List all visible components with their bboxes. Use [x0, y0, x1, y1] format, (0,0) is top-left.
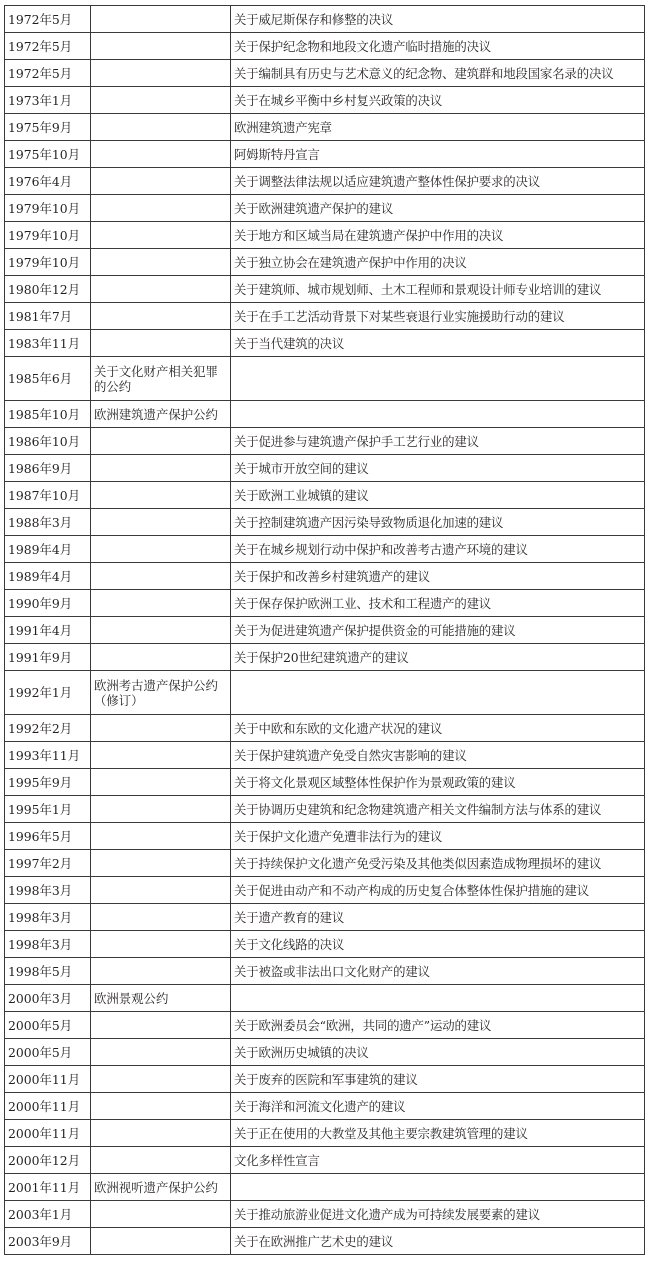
table-row [5, 1147, 645, 1174]
table-row [5, 850, 645, 877]
resolution-cell: 关于促进由动产和不动产构成的历史复合体整体性保护措施的建议 [231, 877, 645, 904]
date-cell: 1989年4月 [5, 563, 91, 590]
date-cell: 1997年2月 [5, 850, 91, 877]
convention-cell [91, 141, 231, 168]
table-row [5, 1093, 645, 1120]
convention-cell [91, 482, 231, 509]
resolution-cell: 关于推动旅游业促进文化遗产成为可持续发展要素的建议 [231, 1201, 645, 1228]
convention-cell [91, 796, 231, 823]
date-cell: 1998年3月 [5, 931, 91, 958]
convention-cell [91, 769, 231, 796]
date-cell: 1998年3月 [5, 904, 91, 931]
convention-cell [91, 877, 231, 904]
table-row [5, 823, 645, 850]
resolution-cell: 关于保存保护欧洲工业、技术和工程遗产的建议 [231, 590, 645, 617]
convention-cell [91, 114, 231, 141]
convention-cell: 欧洲景观公约 [91, 985, 231, 1012]
table-row [5, 1039, 645, 1066]
resolution-cell: 关于在城乡平衡中乡村复兴政策的决议 [231, 87, 645, 114]
resolution-cell: 关于欧洲工业城镇的建议 [231, 482, 645, 509]
date-cell: 1995年1月 [5, 796, 91, 823]
table-row [5, 303, 645, 330]
convention-cell [91, 168, 231, 195]
convention-cell [91, 1228, 231, 1255]
resolution-cell: 关于废弃的医院和军事建筑的建议 [231, 1066, 645, 1093]
table-row [5, 428, 645, 455]
date-cell: 1990年9月 [5, 590, 91, 617]
table-row [5, 357, 645, 401]
table-row [5, 904, 645, 931]
date-cell: 1973年1月 [5, 87, 91, 114]
resolution-cell: 关于独立协会在建筑遗产保护中作用的决议 [231, 249, 645, 276]
table-row [5, 796, 645, 823]
resolution-cell: 关于控制建筑遗产因污染导致物质退化加速的建议 [231, 509, 645, 536]
date-cell: 2000年12月 [5, 1147, 91, 1174]
table-row [5, 60, 645, 87]
table-body [5, 6, 645, 1255]
resolution-cell: 关于保护建筑遗产免受自然灾害影响的建议 [231, 742, 645, 769]
resolution-cell: 关于欧洲委员会“欧洲，共同的遗产”运动的建议 [231, 1012, 645, 1039]
date-cell: 2000年5月 [5, 1012, 91, 1039]
convention-cell [91, 1039, 231, 1066]
convention-cell [91, 222, 231, 249]
convention-cell [91, 1093, 231, 1120]
table-row [5, 877, 645, 904]
convention-cell [91, 330, 231, 357]
table-row [5, 222, 645, 249]
convention-cell [91, 195, 231, 222]
date-cell: 2003年9月 [5, 1228, 91, 1255]
table-row [5, 769, 645, 796]
date-cell: 1972年5月 [5, 33, 91, 60]
convention-cell [91, 1012, 231, 1039]
resolution-cell: 关于在欧洲推广艺术史的建议 [231, 1228, 645, 1255]
resolution-cell: 关于保护纪念物和地段文化遗产临时措施的决议 [231, 33, 645, 60]
document-table [4, 5, 645, 1255]
date-cell: 1986年9月 [5, 455, 91, 482]
resolution-cell: 关于被盗或非法出口文化财产的建议 [231, 958, 645, 985]
resolution-cell: 关于建筑师、城市规划师、土木工程师和景观设计师专业培训的建议 [231, 276, 645, 303]
table-row [5, 1066, 645, 1093]
date-cell: 2003年1月 [5, 1201, 91, 1228]
convention-cell [91, 455, 231, 482]
resolution-cell: 关于文化线路的决议 [231, 931, 645, 958]
convention-cell [91, 1147, 231, 1174]
resolution-cell: 关于海洋和河流文化遗产的建议 [231, 1093, 645, 1120]
convention-cell: 欧洲考古遗产保护公约（修订） [91, 671, 231, 715]
date-cell: 1980年12月 [5, 276, 91, 303]
date-cell: 1991年9月 [5, 644, 91, 671]
table-row [5, 715, 645, 742]
convention-cell [91, 428, 231, 455]
resolution-cell [231, 357, 645, 401]
date-cell: 1985年10月 [5, 401, 91, 428]
date-cell: 1979年10月 [5, 222, 91, 249]
table-row [5, 985, 645, 1012]
date-cell: 1975年10月 [5, 141, 91, 168]
table-row [5, 482, 645, 509]
resolution-cell: 关于保护20世纪建筑遗产的建议 [231, 644, 645, 671]
date-cell: 1992年1月 [5, 671, 91, 715]
resolution-cell: 关于将文化景观区域整体性保护作为景观政策的建议 [231, 769, 645, 796]
date-cell: 1979年10月 [5, 249, 91, 276]
table-row [5, 1012, 645, 1039]
resolution-cell: 关于正在使用的大教堂及其他主要宗教建筑管理的建议 [231, 1120, 645, 1147]
table-row [5, 931, 645, 958]
convention-cell [91, 904, 231, 931]
resolution-cell: 关于保护和改善乡村建筑遗产的建议 [231, 563, 645, 590]
table-row [5, 1228, 645, 1255]
convention-cell [91, 60, 231, 87]
resolution-cell: 关于欧洲历史城镇的决议 [231, 1039, 645, 1066]
date-cell: 1998年5月 [5, 958, 91, 985]
resolution-cell: 关于持续保护文化遗产免受污染及其他类似因素造成物理损坏的建议 [231, 850, 645, 877]
convention-cell [91, 958, 231, 985]
resolution-cell: 关于中欧和东欧的文化遗产状况的建议 [231, 715, 645, 742]
date-cell: 2000年3月 [5, 985, 91, 1012]
resolution-cell: 关于促进参与建筑遗产保护手工艺行业的建议 [231, 428, 645, 455]
table-row [5, 195, 645, 222]
convention-cell [91, 1120, 231, 1147]
date-cell: 1989年4月 [5, 536, 91, 563]
resolution-cell: 关于在城乡规划行动中保护和改善考古遗产环境的建议 [231, 536, 645, 563]
date-cell: 2001年11月 [5, 1174, 91, 1201]
date-cell: 1991年4月 [5, 617, 91, 644]
table-row [5, 671, 645, 715]
resolution-cell: 关于在手工艺活动背景下对某些衰退行业实施援助行动的建议 [231, 303, 645, 330]
table-row [5, 590, 645, 617]
convention-cell [91, 509, 231, 536]
date-cell: 2000年11月 [5, 1093, 91, 1120]
resolution-cell [231, 401, 645, 428]
convention-cell [91, 715, 231, 742]
resolution-cell: 阿姆斯特丹宣言 [231, 141, 645, 168]
table-row [5, 455, 645, 482]
date-cell: 1998年3月 [5, 877, 91, 904]
date-cell: 2000年11月 [5, 1066, 91, 1093]
date-cell: 1985年6月 [5, 357, 91, 401]
convention-cell [91, 6, 231, 33]
convention-cell [91, 644, 231, 671]
date-cell: 2000年5月 [5, 1039, 91, 1066]
resolution-cell: 关于保护文化遗产免遭非法行为的建议 [231, 823, 645, 850]
resolution-cell: 关于编制具有历史与艺术意义的纪念物、建筑群和地段国家名录的决议 [231, 60, 645, 87]
convention-cell [91, 303, 231, 330]
table-row [5, 6, 645, 33]
resolution-cell: 关于协调历史建筑和纪念物建筑遗产相关文件编制方法与体系的建议 [231, 796, 645, 823]
date-cell: 1972年5月 [5, 6, 91, 33]
table-row [5, 509, 645, 536]
convention-cell [91, 249, 231, 276]
resolution-cell: 关于地方和区域当局在建筑遗产保护中作用的决议 [231, 222, 645, 249]
convention-cell: 欧洲视听遗产保护公约 [91, 1174, 231, 1201]
resolution-cell: 关于调整法律法规以适应建筑遗产整体性保护要求的决议 [231, 168, 645, 195]
table-row [5, 1120, 645, 1147]
resolution-cell: 关于当代建筑的决议 [231, 330, 645, 357]
table-row [5, 87, 645, 114]
resolution-cell: 文化多样性宣言 [231, 1147, 645, 1174]
date-cell: 1988年3月 [5, 509, 91, 536]
convention-cell [91, 536, 231, 563]
convention-cell [91, 742, 231, 769]
table-row [5, 141, 645, 168]
table-row [5, 33, 645, 60]
convention-cell: 欧洲建筑遗产保护公约 [91, 401, 231, 428]
convention-cell [91, 1201, 231, 1228]
resolution-cell: 关于遗产教育的建议 [231, 904, 645, 931]
date-cell: 1983年11月 [5, 330, 91, 357]
date-cell: 2000年11月 [5, 1120, 91, 1147]
convention-cell [91, 931, 231, 958]
table-row [5, 1174, 645, 1201]
convention-cell [91, 87, 231, 114]
convention-cell [91, 563, 231, 590]
date-cell: 1986年10月 [5, 428, 91, 455]
resolution-cell [231, 1174, 645, 1201]
table-row [5, 330, 645, 357]
table-row [5, 644, 645, 671]
resolution-cell: 关于欧洲建筑遗产保护的建议 [231, 195, 645, 222]
date-cell: 1987年10月 [5, 482, 91, 509]
resolution-cell: 欧洲建筑遗产宪章 [231, 114, 645, 141]
table-row [5, 563, 645, 590]
table-row [5, 617, 645, 644]
resolution-cell: 关于威尼斯保存和修整的决议 [231, 6, 645, 33]
date-cell: 1993年11月 [5, 742, 91, 769]
table-row [5, 114, 645, 141]
table-row [5, 401, 645, 428]
date-cell: 1972年5月 [5, 60, 91, 87]
resolution-cell: 关于为促进建筑遗产保护提供资金的可能措施的建议 [231, 617, 645, 644]
table-row [5, 742, 645, 769]
resolution-cell: 关于城市开放空间的建议 [231, 455, 645, 482]
date-cell: 1976年4月 [5, 168, 91, 195]
date-cell: 1981年7月 [5, 303, 91, 330]
convention-cell [91, 590, 231, 617]
date-cell: 1996年5月 [5, 823, 91, 850]
convention-cell [91, 850, 231, 877]
convention-cell [91, 276, 231, 303]
convention-cell [91, 1066, 231, 1093]
convention-cell: 关于文化财产相关犯罪的公约 [91, 357, 231, 401]
table-row [5, 536, 645, 563]
table-row [5, 958, 645, 985]
resolution-cell [231, 671, 645, 715]
table-row [5, 276, 645, 303]
convention-cell [91, 33, 231, 60]
convention-cell [91, 617, 231, 644]
convention-cell [91, 823, 231, 850]
table-row [5, 1201, 645, 1228]
date-cell: 1975年9月 [5, 114, 91, 141]
table-row [5, 168, 645, 195]
date-cell: 1979年10月 [5, 195, 91, 222]
resolution-cell [231, 985, 645, 1012]
table-row [5, 249, 645, 276]
date-cell: 1992年2月 [5, 715, 91, 742]
date-cell: 1995年9月 [5, 769, 91, 796]
